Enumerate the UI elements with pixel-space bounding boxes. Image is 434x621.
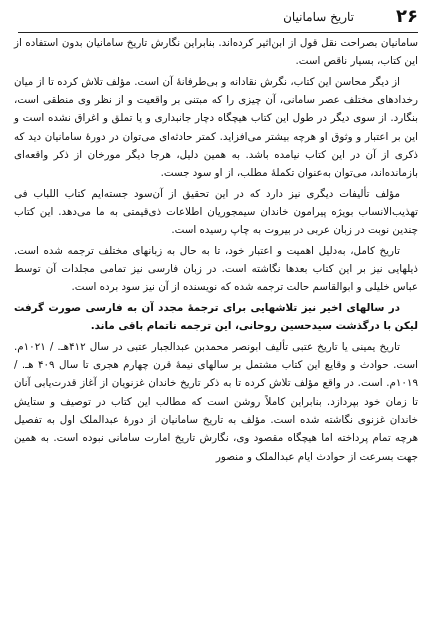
page-body [14,34,418,468]
paragraph-5: در سالهای اخیر نیز تلاشهایی برای ترجمهٔ مجدد آن به فارسی صورت گرفت لیکن با درگذشت سیدحسین روحانی، این ترجمه ناتمام باقی ماند. [14,301,418,333]
paragraph-6: تاریخ یمینی یا تاریخ عتبی تألیف ابونصر محمدبن عبدالجبار عتبی در سال ۴۱۲هـ. / ۱۰۲۱م. است. حوادث و وقایع این کتاب مشتمل بر سالهای نیمهٔ قرن چهارم هجری تا سال ۴۰۹ هـ. / ۱۰۱۹م. است. در واقع مؤلف تلاش کرده تا به ذکر تاریخ خاندان غزنویان از آغاز قدرت‌یابی آنان تا زمان خود بپردازد. بنابراین کاملاً روشن است که مطالب این کتاب در توصیف و ستایش خاندان غزنوی نگاشته شده است. مؤلف به تاریخ سامانیان از دورهٔ عبدالملک اول به تفصیل هرچه تمام پرداخته اما هیچگاه مقصود وی، نگارش تاریخ امارت سامانی نبوده است. به همین جهت بسرعت از حوادث ایام عبدالملک و منصور [14,340,418,463]
page-number: ۲۶ [396,6,418,27]
paragraph-3: مؤلف تألیفات دیگری نیز دارد که در این تحقیق از آن‌سود جسته‌ایم کتاب اللباب فی تهذیب‌الانساب بویژه پیرامون خاندان سیمجوریان اطلاعات ذی‌قیمتی به ما می‌دهد. این کتاب چندین نوبت در زبان عربی در بیروت به چاپ رسیده است. [14,187,418,237]
running-title: تاریخ سامانیان [283,10,355,24]
page-header [18,2,418,33]
paragraph-2: از دیگر محاسن این کتاب، نگرش نقادانه و بی‌طرفانهٔ آن است. مؤلف تلاش کرده تا از میان رخدادهای مختلف عصر سامانی، آن چیزی را که مبتنی بر واقعیت و از نظر وی منطقی است، بنگارد. از سوی دیگر در طول این کتاب هیچگاه دچار جانبداری و یا تملق و اغراق نشده است و این بر اعتبار و وثوق او هرچه بیشتر می‌افزاید. کمتر حادثه‌ای می‌توان در دورهٔ سامانیان دید که ذکری از آن در این کتاب نیامده باشد. به همین دلیل، هرجا دیگر مورخان از ذکر واقعه‌ای بازمانده‌اند، می‌توان به‌عنوان تکملهٔ مطلب، از او سود جست. [14,75,418,180]
paragraph-4: تاریخ کامل، به‌دلیل اهمیت و اعتبار خود، تا به حال به زبانهای مختلف ترجمه شده است. ذیلهایی نیز بر این کتاب بعدها نگاشته است. در زبان فارسی نیز تمامی مجلدات آن توسط عباس خلیلی و ابوالقاسم حالت ترجمه شده که نویسنده از آن نیز سود برده است. [14,244,418,294]
paragraph-1: سامانیان بصراحت نقل قول از ابن‌اثیر کرده‌اند. بنابراین نگارش تاریخ سامانیان بدون استفاده از این کتاب، بسیار ناقص است. [14,37,418,68]
